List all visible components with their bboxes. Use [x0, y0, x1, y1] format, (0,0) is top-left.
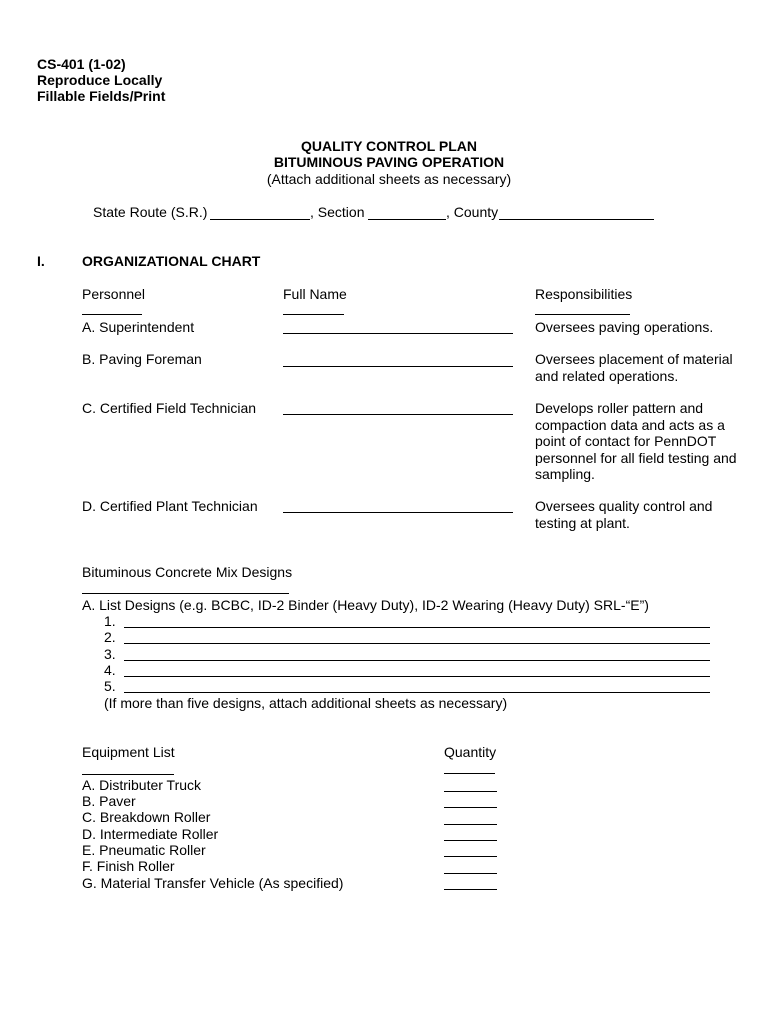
- quantity-field-distributer-truck[interactable]: [444, 775, 497, 792]
- paving-foreman-name-field[interactable]: [283, 350, 513, 367]
- plant-technician-name-field[interactable]: [283, 496, 513, 513]
- quantity-field-breakdown-roller[interactable]: [444, 808, 497, 825]
- personnel-role-paving-foreman: B. Paving Foreman: [82, 351, 202, 367]
- equipment-item: F. Finish Roller: [82, 858, 175, 874]
- quantity-field-material-transfer-vehicle[interactable]: [444, 873, 497, 890]
- equipment-heading-underline: [82, 774, 174, 775]
- mix-designs-heading-underline: [82, 593, 289, 594]
- page-instruction: (Attach additional sheets as necessary): [266, 171, 512, 187]
- mix-designs-heading: Bituminous Concrete Mix Designs: [82, 564, 293, 580]
- personnel-role-field-technician: C. Certified Field Technician: [82, 400, 257, 416]
- personnel-role-superintendent: A. Superintendent: [82, 319, 195, 335]
- quantity-field-paver[interactable]: [444, 791, 497, 808]
- quantity-field-pneumatic-roller[interactable]: [444, 840, 497, 857]
- quantity-field-intermediate-roller[interactable]: [444, 824, 497, 841]
- paving-foreman-responsibility: Oversees placement of material and related operations.: [535, 351, 733, 384]
- page-subtitle: BITUMINOUS PAVING OPERATION: [273, 154, 505, 170]
- field-technician-responsibility: Develops roller pattern and compaction data and acts as a point of contact for PennDOT personnel for all field testing and sampling.: [535, 400, 737, 482]
- quantity-header-underline: [444, 773, 495, 774]
- mix-design-field-1[interactable]: [124, 611, 710, 628]
- equipment-item: C. Breakdown Roller: [82, 809, 211, 825]
- equipment-item: E. Pneumatic Roller: [82, 842, 206, 858]
- mix-design-field-5[interactable]: [124, 676, 710, 693]
- section-numeral: I.: [37, 253, 45, 269]
- responsibilities-header-underline: [535, 314, 630, 315]
- county-label: , County: [446, 204, 499, 220]
- quantity-field-finish-roller[interactable]: [444, 857, 497, 874]
- mix-design-field-3[interactable]: [124, 644, 710, 661]
- mix-designs-list-instruction: A. List Designs (e.g. BCBC, ID-2 Binder (Heavy Duty), ID-2 Wearing (Heavy Duty) SRL-“E”): [82, 597, 649, 613]
- full-name-header-underline: [283, 314, 344, 315]
- equipment-item: D. Intermediate Roller: [82, 826, 219, 842]
- personnel-header-underline: [82, 314, 142, 315]
- mix-design-field-4[interactable]: [124, 660, 710, 677]
- superintendent-name-field[interactable]: [283, 317, 513, 334]
- county-field[interactable]: [499, 203, 654, 220]
- form-id: CS-401 (1-02): [37, 56, 126, 72]
- mix-design-number: 3.: [104, 646, 116, 662]
- mix-design-number: 1.: [104, 613, 116, 629]
- responsibilities-column-header: Responsibilities: [535, 286, 633, 302]
- form-fillable-note: Fillable Fields/Print: [37, 88, 166, 104]
- equipment-list-heading: Equipment List: [82, 744, 175, 760]
- equipment-item: G. Material Transfer Vehicle (As specified): [82, 875, 344, 891]
- state-route-field[interactable]: [210, 203, 310, 220]
- section-field[interactable]: [368, 203, 446, 220]
- personnel-column-header: Personnel: [82, 286, 146, 302]
- form-reproduce-note: Reproduce Locally: [37, 72, 163, 88]
- equipment-item: B. Paver: [82, 793, 136, 809]
- mix-designs-note: (If more than five designs, attach additional sheets as necessary): [104, 695, 508, 711]
- mix-design-number: 4.: [104, 662, 116, 678]
- field-technician-name-field[interactable]: [283, 398, 513, 415]
- personnel-role-plant-technician: D. Certified Plant Technician: [82, 498, 258, 514]
- mix-design-number: 2.: [104, 629, 116, 645]
- mix-design-field-2[interactable]: [124, 627, 710, 644]
- plant-technician-responsibility: Oversees quality control and testing at plant.: [535, 498, 713, 531]
- quantity-column-header: Quantity: [444, 744, 497, 760]
- section-heading: ORGANIZATIONAL CHART: [82, 253, 261, 269]
- equipment-item: A. Distributer Truck: [82, 777, 202, 793]
- mix-design-number: 5.: [104, 678, 116, 694]
- full-name-column-header: Full Name: [283, 286, 347, 302]
- section-label: , Section: [310, 204, 365, 220]
- superintendent-responsibility: Oversees paving operations.: [535, 319, 714, 335]
- state-route-label: State Route (S.R.): [93, 204, 208, 220]
- page-title: QUALITY CONTROL PLAN: [300, 138, 478, 154]
